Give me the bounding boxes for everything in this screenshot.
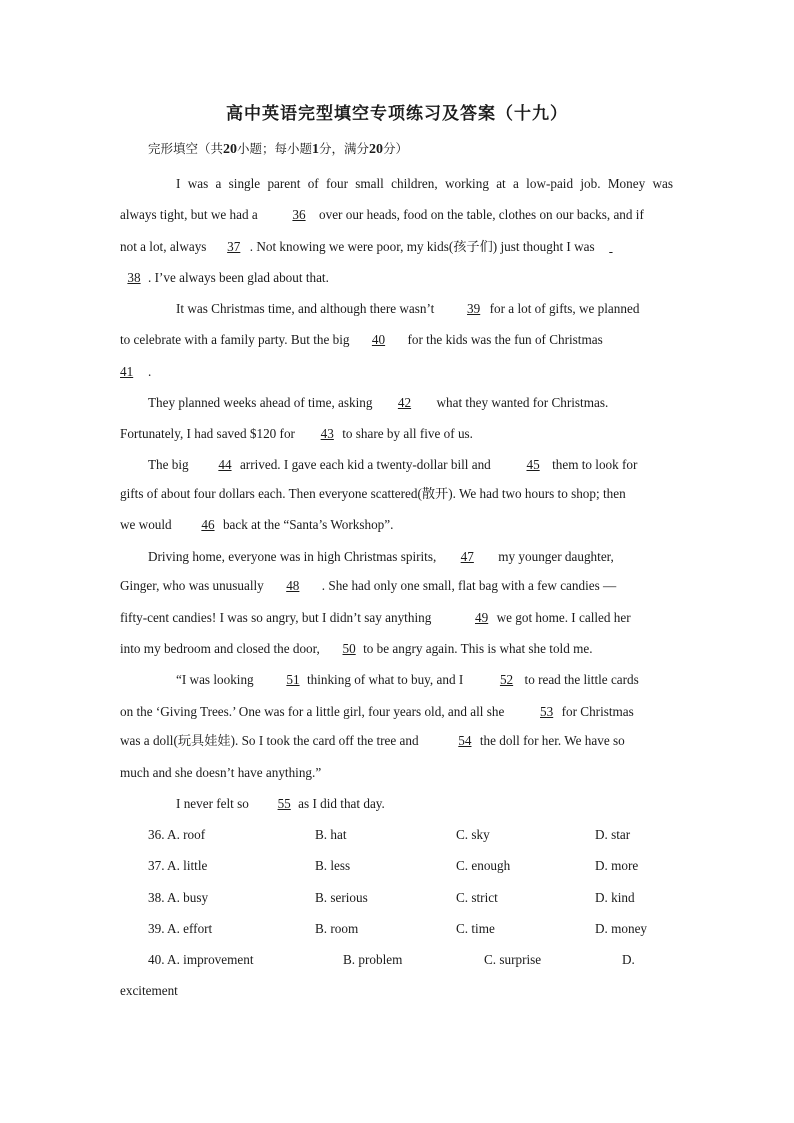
blank-39[interactable]: 39 (467, 301, 481, 316)
passage-line (176, 796, 673, 812)
option-40-b[interactable]: B. problem (343, 952, 403, 967)
passage-text: It was Christmas time, and although there wasn’t (176, 301, 435, 316)
option-39-d[interactable]: D. money (595, 921, 648, 936)
option-40-d[interactable]: D. (622, 952, 635, 967)
passage-text: to read the little cards (524, 672, 639, 687)
blank-48[interactable]: 48 (286, 578, 300, 593)
passage-text: what they wanted for Christmas. (436, 395, 609, 410)
blank-40[interactable]: 40 (371, 332, 386, 347)
passage-text: into my bedroom and closed the door, (120, 641, 320, 656)
passage-line (176, 176, 673, 192)
passage-text: always tight, but we had a (120, 207, 258, 222)
passage-text: arrived. I gave each kid a twenty-dollar bill and (239, 457, 491, 472)
passage-text: . Not knowing we were poor, my kids(孩子们) just thought I was (249, 239, 595, 254)
passage-text: the doll for her. We have so (479, 733, 625, 748)
passage-text: back at the “Santa’s Workshop”. (222, 517, 394, 532)
blank-45[interactable]: 45 (526, 457, 540, 472)
option-40-c[interactable]: C. surprise (484, 952, 542, 967)
option-37-b[interactable]: B. less (315, 858, 351, 873)
heading-text: 分） (383, 141, 409, 156)
blank-43[interactable]: 43 (320, 426, 334, 441)
blank-42[interactable]: 42 (397, 395, 412, 410)
blank-47[interactable]: 47 (460, 549, 474, 564)
passage-text: my younger daughter, (498, 549, 614, 564)
question-count: 20 (223, 142, 238, 157)
passage-text: . I’ve always been glad about that. (148, 270, 329, 285)
blank-38[interactable]: 38 (127, 270, 141, 285)
points-each: 1 (312, 142, 320, 157)
blank-44[interactable]: 44 (218, 457, 232, 472)
option-38-c[interactable]: C. strict (456, 890, 498, 905)
passage-line (120, 364, 674, 380)
passage-text: not a lot, always (120, 239, 207, 254)
page-title: 高中英语完型填空专项练习及答案（十九） (226, 104, 568, 124)
blank-46[interactable]: 46 (201, 517, 215, 532)
passage-line (176, 301, 673, 317)
option-36-d[interactable]: D. star (595, 827, 631, 842)
passage-text: to celebrate with a family party. But the big (120, 332, 350, 347)
passage-line (176, 672, 673, 688)
blank-38-start (602, 239, 620, 255)
passage-text: much and she doesn’t have anything.” (120, 765, 322, 780)
passage-line (120, 704, 674, 720)
passage-text: for a lot of gifts, we planned (489, 301, 640, 316)
passage-line (120, 426, 674, 442)
passage-line (120, 486, 674, 502)
passage-line (120, 765, 674, 781)
passage-text: to share by all five of us. (342, 426, 473, 441)
passage-text: we got home. I called her (496, 610, 631, 625)
passage-text: gifts of about four dollars each. Then everyone scattered(散开). We had two hours to shop; then (120, 486, 626, 501)
passage-line (120, 239, 674, 255)
passage-line (120, 270, 674, 286)
option-37-c[interactable]: C. enough (456, 858, 511, 873)
passage-text: Ginger, who was unusually (120, 578, 264, 593)
blank-50[interactable]: 50 (342, 641, 356, 656)
heading-text: 分，满分 (319, 141, 370, 156)
passage-text: as I did that day. (298, 796, 385, 811)
passage-line (120, 332, 674, 348)
passage-line (148, 395, 673, 411)
blank-53[interactable]: 53 (540, 704, 554, 719)
blank-37[interactable]: 37 (227, 239, 241, 254)
option-36-a[interactable]: 36. A. roof (148, 827, 206, 842)
passage-text: for Christmas (561, 704, 634, 719)
passage-line (148, 549, 673, 565)
option-36-c[interactable]: C. sky (456, 827, 490, 842)
passage-line (120, 733, 674, 749)
passage-text: fifty-cent candies! I was so angry, but I didn’t say anything (120, 610, 432, 625)
blank-55[interactable]: 55 (277, 796, 291, 811)
blank-36[interactable]: 36 (292, 207, 306, 222)
passage-text: over our heads, food on the table, clothes on our backs, and if (319, 207, 644, 222)
passage-line (120, 578, 674, 594)
passage-text: them to look for (552, 457, 638, 472)
option-38-d[interactable]: D. kind (595, 890, 635, 905)
passage-text: to be angry again. This is what she told me. (363, 641, 593, 656)
option-37-d[interactable]: D. more (595, 858, 639, 873)
passage-text: thinking of what to buy, and I (306, 672, 464, 687)
total-points: 20 (369, 142, 384, 157)
passage-text: for the kids was the fun of Christmas (407, 332, 603, 347)
passage-text: Driving home, everyone was in high Christmas spirits, (148, 549, 437, 564)
passage-text: . (148, 364, 152, 379)
option-36-b[interactable]: B. hat (315, 827, 347, 842)
blank-41[interactable]: 41 (120, 364, 134, 379)
passage-line (120, 641, 674, 657)
passage-text: Fortunately, I had saved $120 for (120, 426, 295, 441)
blank-49[interactable]: 49 (475, 610, 489, 625)
section-heading (148, 139, 408, 158)
option-37-a[interactable]: 37. A. little (148, 858, 208, 873)
passage-text: I was a single parent of four small children, working at a low-paid job. Money was (176, 176, 673, 191)
passage-line (148, 457, 673, 473)
option-39-a[interactable]: 39. A. effort (148, 921, 213, 936)
passage-line (120, 517, 674, 533)
option-40-a[interactable]: 40. A. improvement (148, 952, 254, 967)
option-38-a[interactable]: 38. A. busy (148, 890, 209, 905)
blank-54[interactable]: 54 (458, 733, 472, 748)
blank-51[interactable]: 51 (286, 672, 300, 687)
option-39-b[interactable]: B. room (315, 921, 359, 936)
passage-text: They planned weeks ahead of time, asking (148, 395, 373, 410)
passage-line (120, 207, 674, 223)
option-38-b[interactable]: B. serious (315, 890, 368, 905)
option-40-d-text[interactable]: excitement (120, 983, 178, 998)
passage-text: . She had only one small, flat bag with a few candies — (321, 578, 617, 593)
passage-text: The big (148, 457, 189, 472)
passage-text: we would (120, 517, 172, 532)
blank-52[interactable]: 52 (499, 672, 514, 687)
passage-text: “I was looking (176, 672, 254, 687)
option-39-c[interactable]: C. time (456, 921, 495, 936)
passage-line (120, 610, 674, 626)
heading-text: 小题；每小题 (237, 141, 313, 156)
passage-text: I never felt so (176, 796, 249, 811)
heading-text: 完形填空（共 (148, 141, 224, 156)
passage-text: on the ‘Giving Trees.’ One was for a little girl, four years old, and all she (120, 704, 505, 719)
passage-text: was a doll(玩具娃娃). So I took the card off the tree and (120, 733, 419, 748)
